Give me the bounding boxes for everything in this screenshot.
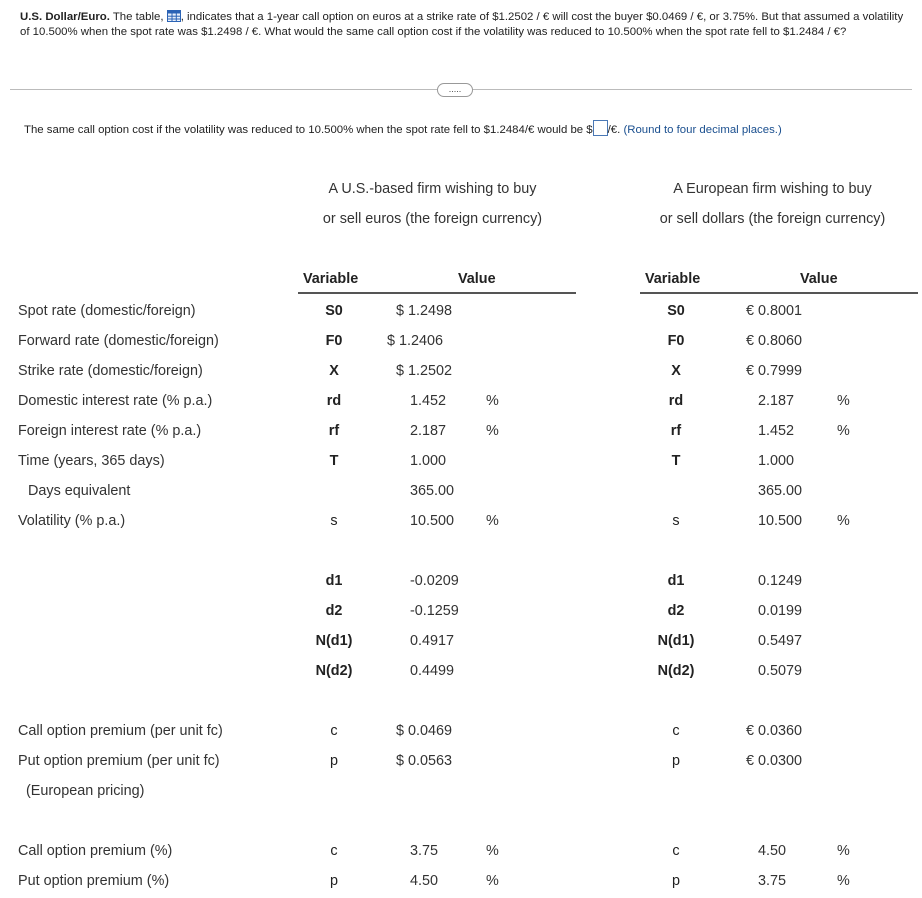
us-unit-cell: % [486,423,499,439]
us-value-cell: $ 1.2498 [396,303,453,319]
us-variable-cell: rd [326,393,342,409]
eu-header-rule [640,292,918,294]
us-value-cell: $ 1.2406 [387,333,444,349]
us-value-cell: 2.187 [410,423,447,439]
row-label: (European pricing) [26,783,145,799]
answer-suffix: /€. [607,124,621,136]
eu-variable-cell: T [671,453,681,469]
answer-input[interactable] [593,120,608,136]
eu-value-cell: 0.0199 [758,603,803,619]
answer-line [24,120,782,137]
us-variable-cell: d2 [325,603,343,619]
row-label: Time (years, 365 days) [18,453,165,469]
us-variable-cell: rf [328,423,340,439]
us-value-cell: 10.500 [410,513,455,529]
us-unit-cell: % [486,513,499,529]
eu-value-cell: 10.500 [758,513,803,529]
eu-variable-cell: rd [668,393,684,409]
us-value-cell: 4.50 [410,873,439,889]
row-label: Foreign interest rate (% p.a.) [18,423,202,439]
eu-value-cell: 1.000 [758,453,795,469]
eu-value-cell: 0.5079 [758,663,803,679]
us-value-cell: $ 0.0469 [396,723,453,739]
row-label: Spot rate (domestic/foreign) [18,303,196,319]
us-panel-heading-2: or sell euros (the foreign currency) [322,211,543,227]
us-panel-heading-1: A U.S.-based firm wishing to buy [328,181,537,197]
eu-value-cell: € 0.0360 [746,723,803,739]
eu-variable-cell: c [672,723,680,739]
eu-variable-cell: s [672,513,680,529]
us-value-cell: 1.452 [410,393,447,409]
answer-hint: (Round to four decimal places.) [623,124,782,136]
row-label: Forward rate (domestic/foreign) [18,333,219,349]
us-value-cell: 3.75 [410,843,439,859]
eu-variable-cell: N(d2) [657,663,695,679]
eu-value-cell: € 0.0300 [746,753,803,769]
expand-button[interactable]: ..... [437,83,473,97]
us-variable-cell: X [329,363,339,379]
row-label: Put option premium (per unit fc) [18,753,220,769]
us-unit-cell: % [486,843,499,859]
eu-variable-cell: c [672,843,680,859]
eu-panel-heading-2: or sell dollars (the foreign currency) [659,211,886,227]
eu-unit-cell: % [837,423,850,439]
eu-value-cell: 2.187 [758,393,795,409]
eu-value-cell: € 0.8060 [746,333,803,349]
eu-value-cell: € 0.7999 [746,363,803,379]
eu-variable-cell: S0 [667,303,685,319]
us-unit-cell: % [486,393,499,409]
eu-variable-cell: d1 [667,573,685,589]
us-variable-header: Variable [303,271,359,287]
us-variable-cell: N(d2) [315,663,353,679]
row-label: Domestic interest rate (% p.a.) [18,393,213,409]
row-label: Call option premium (per unit fc) [18,723,223,739]
eu-value-cell: 365.00 [758,483,803,499]
us-value-cell: $ 1.2502 [396,363,453,379]
us-header-rule [298,292,576,294]
question-text-1: The table, [112,11,164,23]
eu-value-cell: 0.1249 [758,573,803,589]
us-variable-cell: S0 [325,303,343,319]
eu-value-cell: € 0.8001 [746,303,803,319]
eu-value-header: Value [800,271,838,287]
us-value-cell: 0.4917 [410,633,455,649]
row-label: Days equivalent [28,483,131,499]
eu-value-cell: 4.50 [758,843,787,859]
question-text [20,10,905,40]
us-variable-cell: d1 [325,573,343,589]
us-variable-cell: F0 [325,333,343,349]
answer-prefix: The same call option cost if the volatility was reduced to 10.500% when the spot rate fell to $1.2484/€ would be $ [24,124,593,136]
us-variable-cell: N(d1) [315,633,353,649]
eu-unit-cell: % [837,843,850,859]
us-unit-cell: % [486,873,499,889]
us-variable-cell: s [330,513,338,529]
us-value-header: Value [458,271,496,287]
eu-unit-cell: % [837,393,850,409]
question-text-2: , indicates that a 1-year call option on euros at a strike rate of $1.2502 / € will cost the buyer $0.0469 / €, or 3.75%. But that assumed a volatility of 10.500% when the spot rate was $1.2498 / €. What would the same call option cost if the volatility was reduced to 10.500% when the spot rate fell to $1.2484 / €? [20,11,904,38]
us-value-cell: -0.1259 [410,603,459,619]
eu-variable-cell: F0 [667,333,685,349]
eu-variable-header: Variable [645,271,701,287]
eu-value-cell: 1.452 [758,423,795,439]
us-value-cell: 0.4499 [410,663,455,679]
eu-value-cell: 0.5497 [758,633,803,649]
us-variable-cell: T [329,453,339,469]
question-title: U.S. Dollar/Euro. [20,11,110,23]
row-label: Call option premium (%) [18,843,173,859]
table-icon[interactable] [167,10,181,22]
eu-variable-cell: N(d1) [657,633,695,649]
row-label: Put option premium (%) [18,873,170,889]
us-value-cell: -0.0209 [410,573,459,589]
us-variable-cell: p [329,753,338,769]
us-value-cell: 1.000 [410,453,447,469]
eu-variable-cell: rf [670,423,682,439]
eu-value-cell: 3.75 [758,873,787,889]
eu-variable-cell: d2 [667,603,685,619]
us-variable-cell: p [329,873,338,889]
eu-variable-cell: p [671,873,680,889]
us-variable-cell: c [330,843,338,859]
us-value-cell: 365.00 [410,483,455,499]
eu-unit-cell: % [837,513,850,529]
eu-variable-cell: X [671,363,681,379]
row-label: Strike rate (domestic/foreign) [18,363,203,379]
eu-unit-cell: % [837,873,850,889]
us-variable-cell: c [330,723,338,739]
eu-variable-cell: p [671,753,680,769]
row-label: Volatility (% p.a.) [18,513,126,529]
us-value-cell: $ 0.0563 [396,753,453,769]
eu-panel-heading-1: A European firm wishing to buy [673,181,872,197]
